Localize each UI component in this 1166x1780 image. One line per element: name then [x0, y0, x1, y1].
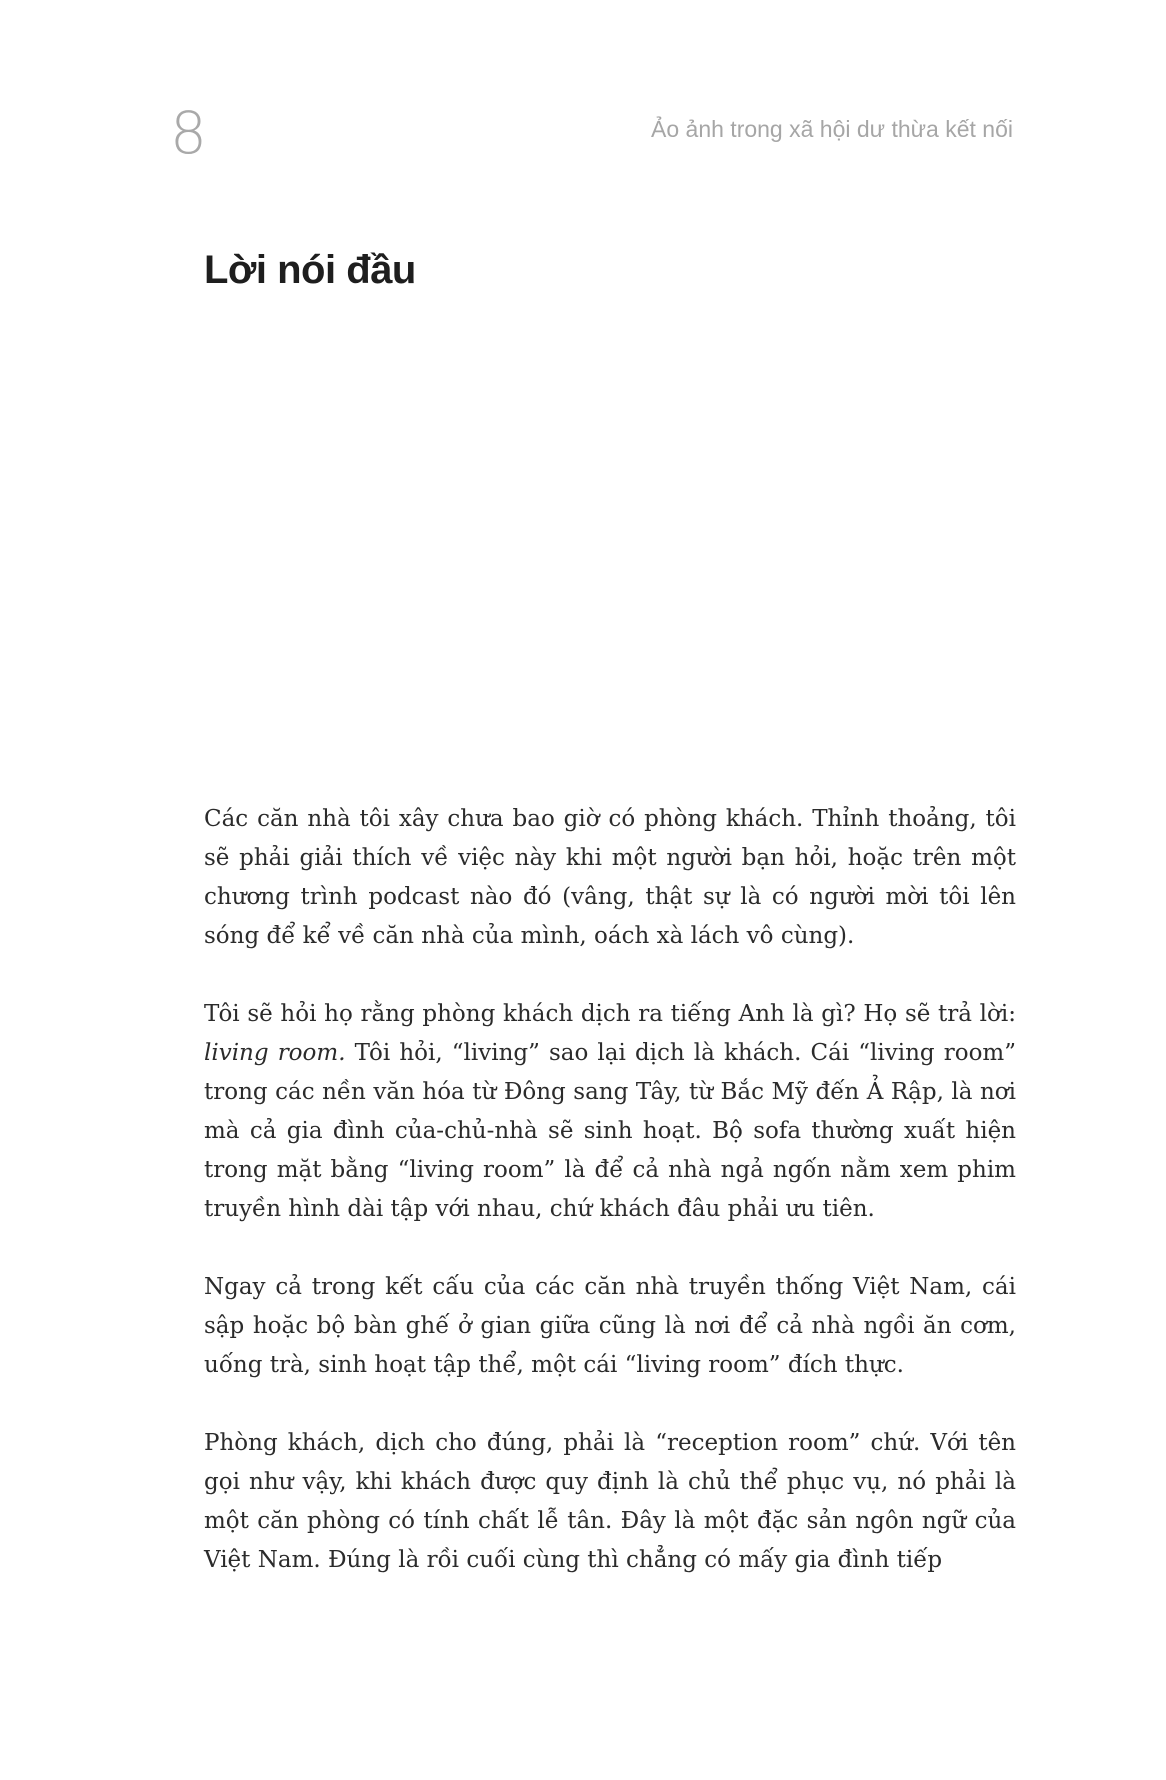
paragraph-2-italic-term: living room.: [204, 1040, 346, 1066]
paragraph-2-lead: Tôi sẽ hỏi họ rằng phòng khách dịch ra tiếng Anh là gì? Họ sẽ trả lời:: [204, 1001, 1016, 1027]
chapter-title: Lời nói đầu: [204, 248, 416, 292]
paragraph-2-rest: Tôi hỏi, “living” sao lại dịch là khách. Cái “living room” trong các nền văn hóa từ Đông sang Tây, từ Bắc Mỹ đến Ả Rập, là nơi mà cả gia đình của-chủ-nhà sẽ sinh hoạt. Bộ sofa thường xuất hiện trong mặt bằng “living room” là để cả nhà ngả ngốn nằm xem phim truyền hình dài tập với nhau, chứ khách đâu phải ưu tiên.: [204, 1040, 1016, 1222]
paragraph-4: Phòng khách, dịch cho đúng, phải là “reception room” chứ. Với tên gọi như vậy, khi khách được quy định là chủ thể phục vụ, nó phải là một căn phòng có tính chất lễ tân. Đây là một đặc sản ngôn ngữ của Việt Nam. Đúng là rồi cuối cùng thì chẳng có mấy gia đình tiếp: [204, 1430, 1016, 1573]
body-text: [204, 800, 1016, 1619]
paragraph-3: Ngay cả trong kết cấu của các căn nhà truyền thống Việt Nam, cái sập hoặc bộ bàn ghế ở gian giữa cũng là nơi để cả nhà ngồi ăn cơm, uống trà, sinh hoạt tập thể, một cái “living room” đích thực.: [204, 1274, 1016, 1378]
running-header: Ảo ảnh trong xã hội dư thừa kết nối: [651, 116, 1013, 142]
paragraph-2: [204, 995, 1016, 1229]
paragraph-1: Các căn nhà tôi xây chưa bao giờ có phòng khách. Thỉnh thoảng, tôi sẽ phải giải thích về việc này khi một người bạn hỏi, hoặc trên một chương trình podcast nào đó (vâng, thật sự là có người mời tôi lên sóng để kể về căn nhà của mình, oách xà lách vô cùng).: [204, 806, 1016, 949]
page-number: 8: [170, 99, 207, 167]
